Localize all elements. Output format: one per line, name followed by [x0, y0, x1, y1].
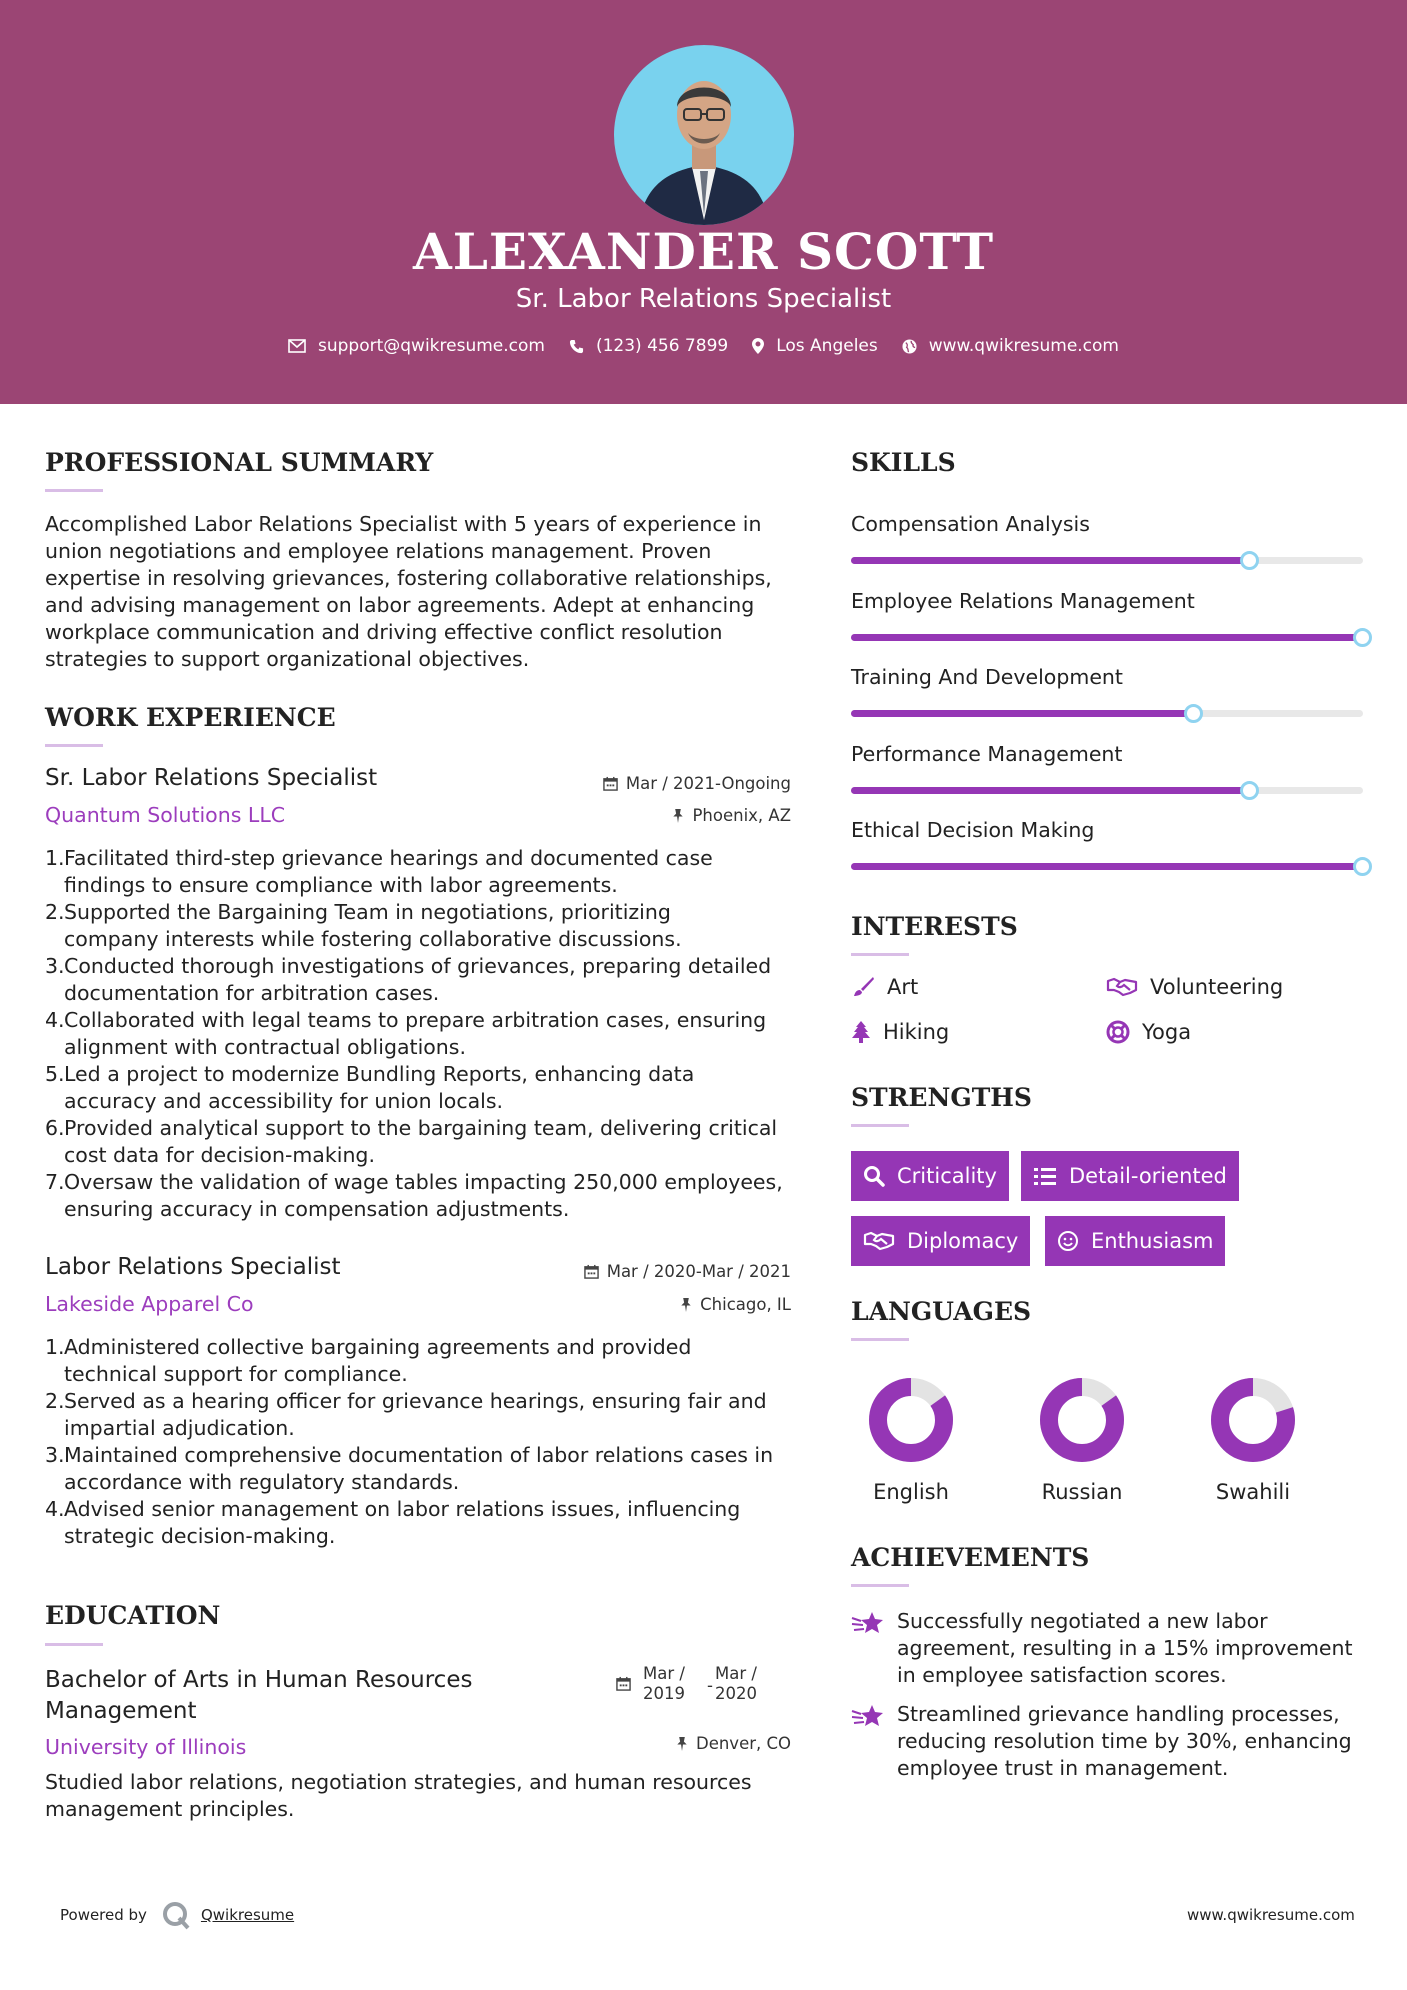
header-banner — [0, 0, 1407, 404]
job-date — [584, 1262, 791, 1281]
edu-start-month: Mar / — [643, 1664, 685, 1683]
shooting-star-icon — [851, 1703, 885, 1729]
candidate-name: ALEXANDER SCOTT — [412, 222, 995, 281]
job-title: Labor Relations Specialist — [45, 1254, 341, 1280]
list-item: 2. Supported the Bargaining Team in negotiations, prioritizing company interests while fostering collaborative discussions. — [45, 900, 682, 951]
list-item: 2. Served as a hearing officer for grievance hearings, ensuring fair and impartial adjudication. — [45, 1389, 767, 1440]
job-date-text: Mar / 2020-Mar / 2021 — [606, 1262, 791, 1281]
skills-heading: SKILLS — [851, 448, 956, 477]
summary-text — [45, 511, 805, 673]
summary-line: workplace communication and driving effective conflict resolution — [45, 620, 723, 644]
qwikresume-logo-icon — [161, 1900, 191, 1930]
education-heading: EDUCATION — [45, 1601, 221, 1630]
smiley-icon — [1057, 1230, 1079, 1252]
list-icon — [1033, 1166, 1057, 1186]
calendar-icon — [584, 1264, 599, 1279]
contact-email[interactable] — [288, 336, 545, 356]
list-item: 1. Administered collective bargaining agreements and provided technical support for compliance. — [45, 1335, 692, 1386]
list-item: 4. Collaborated with legal teams to prepare arbitration cases, ensuring alignment with contractual obligations. — [45, 1008, 767, 1059]
achievement-item: Streamlined grievance handling processes, reducing resolution time by 30%, enhancing employee trust in management. — [851, 1701, 1371, 1782]
education-location — [676, 1734, 791, 1753]
skill-label: Training And Development — [851, 665, 1123, 689]
pushpin-icon — [672, 808, 684, 823]
contact-phone[interactable] — [569, 336, 728, 356]
strength-chip: Enthusiasm — [1045, 1216, 1225, 1266]
contact-phone-text: (123) 456 7899 — [595, 336, 729, 356]
edu-start-year: 2019 — [643, 1684, 685, 1703]
degree-title: Bachelor of Arts in Human Resources Management — [45, 1667, 473, 1724]
handshake-icon — [1106, 977, 1138, 997]
tree-icon — [851, 1020, 871, 1044]
shooting-star-icon — [851, 1610, 885, 1636]
achievements-heading: ACHIEVEMENTS — [851, 1543, 1090, 1572]
language-label: English — [873, 1480, 949, 1504]
language-label: Russian — [1041, 1480, 1123, 1504]
skill-bar — [851, 710, 1363, 717]
languages-rule — [851, 1338, 909, 1341]
strengths-rule — [851, 1124, 909, 1127]
job-location-text: Chicago, IL — [700, 1295, 791, 1314]
achievements-rule — [851, 1584, 909, 1587]
summary-line: Accomplished Labor Relations Specialist with 5 years of experience in — [45, 512, 762, 536]
language-label: Swahili — [1215, 1480, 1291, 1504]
language-ring-english — [868, 1377, 954, 1463]
lifebuoy-icon — [1106, 1020, 1130, 1044]
envelope-icon — [288, 339, 306, 353]
contact-email-text: support@qwikresume.com — [318, 336, 545, 356]
school-name: University of Illinois — [45, 1735, 247, 1759]
calendar-icon — [603, 776, 618, 791]
job-location — [680, 1295, 791, 1314]
interest-volunteering: Volunteering — [1106, 975, 1283, 999]
skill-bar-knob — [1353, 857, 1372, 876]
skill-label: Ethical Decision Making — [851, 818, 1095, 842]
education-rule — [45, 1643, 103, 1646]
interest-hiking: Hiking — [851, 1020, 949, 1044]
qwikresume-link[interactable]: Qwikresume — [200, 1906, 295, 1924]
pushpin-icon — [680, 1297, 692, 1312]
job-location-text: Phoenix, AZ — [692, 806, 791, 825]
paintbrush-icon — [851, 976, 875, 998]
job-bullets — [45, 1334, 805, 1550]
skill-bar-knob — [1240, 551, 1259, 570]
list-item: 3. Maintained comprehensive documentation of labor relations cases in accordance with regulatory standards. — [45, 1443, 774, 1494]
skill-bar-fill — [851, 634, 1363, 641]
skill-bar-knob — [1240, 781, 1259, 800]
job-location — [672, 806, 791, 825]
list-item: 4. Advised senior management on labor relations issues, influencing strategic decision-making. — [45, 1497, 741, 1548]
skill-bar — [851, 787, 1363, 794]
skill-label: Performance Management — [851, 742, 1123, 766]
list-item: 6. Provided analytical support to the bargaining team, delivering critical cost data for decision-making. — [45, 1116, 778, 1167]
skill-bar — [851, 863, 1363, 870]
list-item: 1. Facilitated third-step grievance hearings and documented case findings to ensure compliance with labor agreements. — [45, 846, 713, 897]
contact-location-text: Los Angeles — [776, 336, 878, 356]
powered-by-text: Powered by — [60, 1906, 147, 1924]
skill-bar — [851, 634, 1363, 641]
interests-heading: INTERESTS — [851, 912, 1018, 941]
contact-website[interactable] — [902, 336, 1119, 356]
map-pin-icon — [752, 338, 764, 354]
job-company: Quantum Solutions LLC — [45, 803, 286, 827]
edu-end-month: Mar / — [714, 1664, 757, 1683]
skill-label: Compensation Analysis — [851, 512, 1090, 536]
summary-line: union negotiations and employee relations management. Proven — [45, 539, 712, 563]
list-item: 3. Conducted thorough investigations of grievances, preparing detailed documentation for arbitration cases. — [45, 954, 772, 1005]
experience-heading: WORK EXPERIENCE — [45, 703, 336, 732]
footer-website[interactable]: www.qwikresume.com — [1187, 1906, 1355, 1924]
skill-label: Employee Relations Management — [851, 589, 1195, 613]
phone-icon — [569, 339, 584, 354]
job-date — [603, 774, 791, 793]
edu-date-dash: - — [707, 1676, 713, 1695]
experience-rule — [45, 744, 103, 747]
handshake-icon — [863, 1231, 895, 1251]
language-ring-russian — [1039, 1377, 1125, 1463]
strength-chip: Diplomacy — [851, 1216, 1030, 1266]
skill-bar-fill — [851, 710, 1194, 717]
education-location-text: Denver, CO — [695, 1734, 791, 1753]
list-item: 5. Led a project to modernize Bundling Reports, enhancing data accuracy and accessibility for union locals. — [45, 1062, 695, 1113]
strength-chip: Criticality — [851, 1151, 1009, 1201]
skill-bar-knob — [1184, 704, 1203, 723]
job-date-text: Mar / 2021-Ongoing — [625, 774, 791, 793]
interest-art: Art — [851, 975, 918, 999]
summary-line: expertise in resolving grievances, fostering collaborative relationships, — [45, 566, 772, 590]
contact-website-text: www.qwikresume.com — [928, 336, 1119, 356]
strength-chip: Detail-oriented — [1021, 1151, 1239, 1201]
search-icon — [863, 1165, 885, 1187]
strengths-heading: STRENGTHS — [851, 1083, 1032, 1112]
interest-yoga: Yoga — [1106, 1020, 1191, 1044]
person-silhouette-icon — [614, 45, 794, 225]
list-item: 7. Oversaw the validation of wage tables impacting 250,000 employees, ensuring accuracy in compensation adjustments. — [45, 1170, 783, 1221]
languages-heading: LANGUAGES — [851, 1297, 1032, 1326]
calendar-icon — [616, 1676, 631, 1691]
summary-heading: PROFESSIONAL SUMMARY — [45, 448, 434, 477]
skill-bar-fill — [851, 787, 1250, 794]
candidate-title: Sr. Labor Relations Specialist — [515, 284, 892, 314]
contact-row — [0, 336, 1407, 356]
job-bullets — [45, 845, 805, 1223]
globe-icon — [902, 339, 917, 354]
interests-rule — [851, 953, 909, 956]
achievement-item: Successfully negotiated a new labor agreement, resulting in a 15% improvement in employee satisfaction scores. — [851, 1608, 1371, 1689]
profile-photo — [614, 45, 794, 225]
language-ring-swahili — [1210, 1377, 1296, 1463]
pushpin-icon — [676, 1736, 688, 1751]
summary-line: and advising management on labor agreements. Adept at enhancing — [45, 593, 755, 617]
job-company: Lakeside Apparel Co — [45, 1292, 254, 1316]
skill-bar-fill — [851, 557, 1250, 564]
contact-location — [752, 336, 878, 356]
job-title: Sr. Labor Relations Specialist — [45, 765, 378, 791]
skill-bar — [851, 557, 1363, 564]
edu-end-year: 2020 — [714, 1684, 757, 1703]
summary-line: strategies to support organizational objectives. — [45, 647, 530, 671]
education-description: Studied labor relations, negotiation strategies, and human resources management principles. — [45, 1770, 752, 1821]
education-dates — [616, 1664, 757, 1704]
summary-rule — [45, 489, 103, 492]
skill-bar-knob — [1353, 628, 1372, 647]
footer-powered-by — [60, 1900, 294, 1930]
skill-bar-fill — [851, 863, 1363, 870]
